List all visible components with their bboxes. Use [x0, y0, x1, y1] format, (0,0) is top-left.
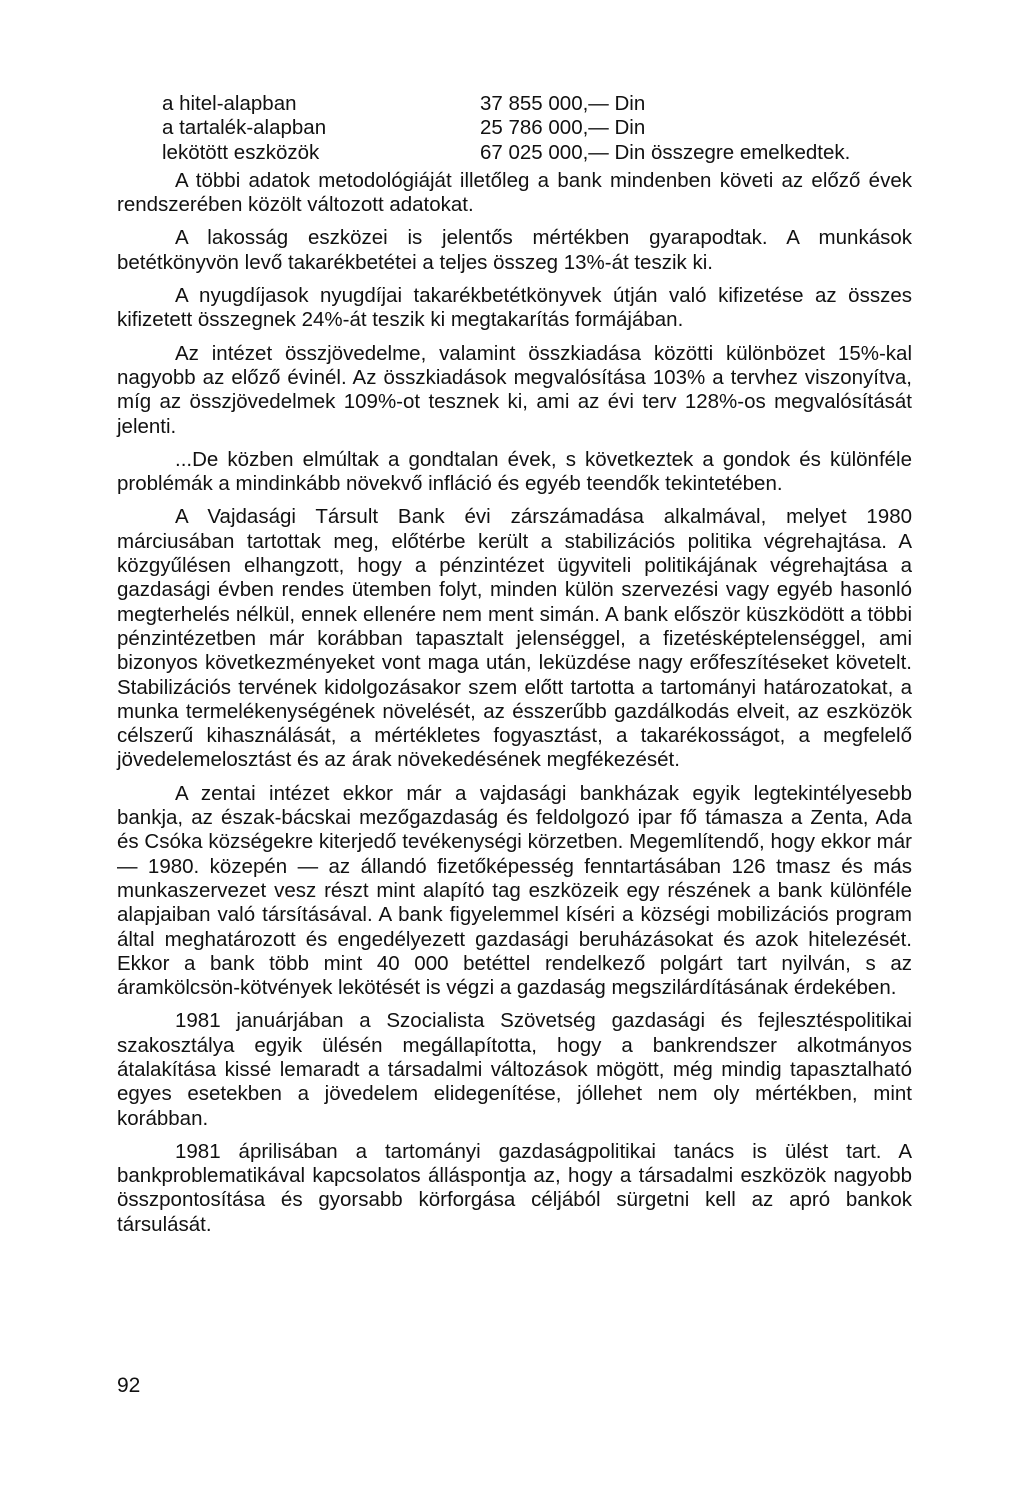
- ledger-row: [117, 92, 912, 116]
- ledger-row: [117, 116, 912, 140]
- ledger-amount: 67 025 000,— Din összegre emelkedtek.: [480, 140, 851, 164]
- page-number: 92: [117, 1374, 141, 1397]
- ledger-amount: 37 855 000,— Din: [480, 92, 646, 115]
- ledger-table: [117, 92, 912, 165]
- paragraph: A nyugdíjasok nyugdíjai takarékbetétkönyvek útján való kifizetése az összes kifizetett összegnek 24%-át teszik ki megtakarítás formájában.: [117, 284, 912, 332]
- paragraph: A Vajdasági Társult Bank évi zárszámadása alkalmával, melyet 1980 márciusában tartottak meg, előtérbe került a stabilizációs politika végrehajtása. A közgyűlésen elhangzott, hogy a pénzintézet ügyviteli politikájának végrehajtása a gazdasági évben rendes ütemben folyt, minden külön szervezési vagy egyéb hasonló megterhelés nélkül, ennek ellenére nem ment simán. A bank először küszködött a többi pénzintézetben már korábban tapasztalt jelenséggel, a fizetésképtelenséggel, ami bizonyos következményeket vont maga után, leküzdése nagy erőfeszítéseket követelt. Stabilizációs tervének kidolgozásakor szem előtt tartotta a tartományi határozatokat, a munka termelékenységének növelését, az ésszerűbb gazdálkodás elveit, az eszközök célszerű kihasználását, a mértékletes fogyasztást, a takarékosságot, a megfelelő jövedelemelosztást és az árak növekedésének megfékezését.: [117, 505, 912, 772]
- page-body: [117, 92, 912, 1246]
- ledger-label: lekötött eszközök: [162, 140, 320, 164]
- ledger-label: a tartalék-alapban: [162, 116, 327, 140]
- paragraph: ...De közben elmúltak a gondtalan évek, s következtek a gondok és különféle problémák a mindinkább növekvő infláció és egyéb teendők tekintetében.: [117, 447, 912, 496]
- ledger-row: [117, 141, 912, 165]
- paragraph: A lakosság eszközei is jelentős mértékben gyarapodtak. A munkások betétkönyvön levő takarékbetétei a teljes összeg 13%-át teszik ki.: [117, 226, 912, 274]
- paragraph: 1981 áprilisában a tartományi gazdaságpolitikai tanács is ülést tart. A bankproblematikával kapcsolatos álláspontja az, hogy a társadalmi eszközök nagyobb összpontosítása és gyorsabb körforgása céljából sürgetni kell az apró bankok társulását.: [117, 1139, 912, 1236]
- paragraph: Az intézet összjövedelme, valamint összkiadása közötti különbözet 15%-kal nagyobb az előző évinél. Az összkiadások megvalósítása 103% a tervhez viszonyítva, míg az összjövedelmek 109%-ot tesznek ki, ami az évi terv 128%-os megvalósítását jelenti.: [117, 341, 912, 438]
- paragraph: A többi adatok metodológiáját illetőleg a bank mindenben követi az előző évek rendszerében közölt változott adatokat.: [117, 168, 912, 217]
- paragraph: 1981 januárjában a Szocialista Szövetség gazdasági és fejlesztéspolitikai szakosztálya egyik ülésén megállapította, hogy a bankrendszer alkotmányos átalakítása kissé lemaradt a társadalmi változások mögött, még mindig tapasztalható egyes esetekben a jövedelem elidegenítése, jóllehet nem oly mértékben, mint korábban.: [117, 1009, 912, 1130]
- ledger-label: a hitel-alapban: [162, 92, 297, 115]
- ledger-amount: 25 786 000,— Din: [480, 116, 646, 140]
- paragraph: A zentai intézet ekkor már a vajdasági bankházak egyik legtekintélyesebb bankja, az észak-bácskai mezőgazdaság és feldolgozó ipar fő támasza a Zenta, Ada és Csóka községekre kiterjedő tevékenységi körzetben. Megemlítendő, hogy ekkor már — 1980. közepén — az állandó fizetőképesség fenntartásában 126 tmasz és más munkaszervezet vesz részt mint alapító tag eszközeik egy részének a bank különféle alapjaiban való társításával. A bank figyelemmel kíséri a községi mobilizációs program által meghatározott és engedélyezett gazdasági beruházásokat és azok hitelezését. Ekkor a bank több mint 40 000 betéttel rendelkező polgárt tart nyilván, s az áramkölcsön-kötvények lekötését is végzi a gazdaság megszilárdításának érdekében.: [117, 781, 912, 1000]
